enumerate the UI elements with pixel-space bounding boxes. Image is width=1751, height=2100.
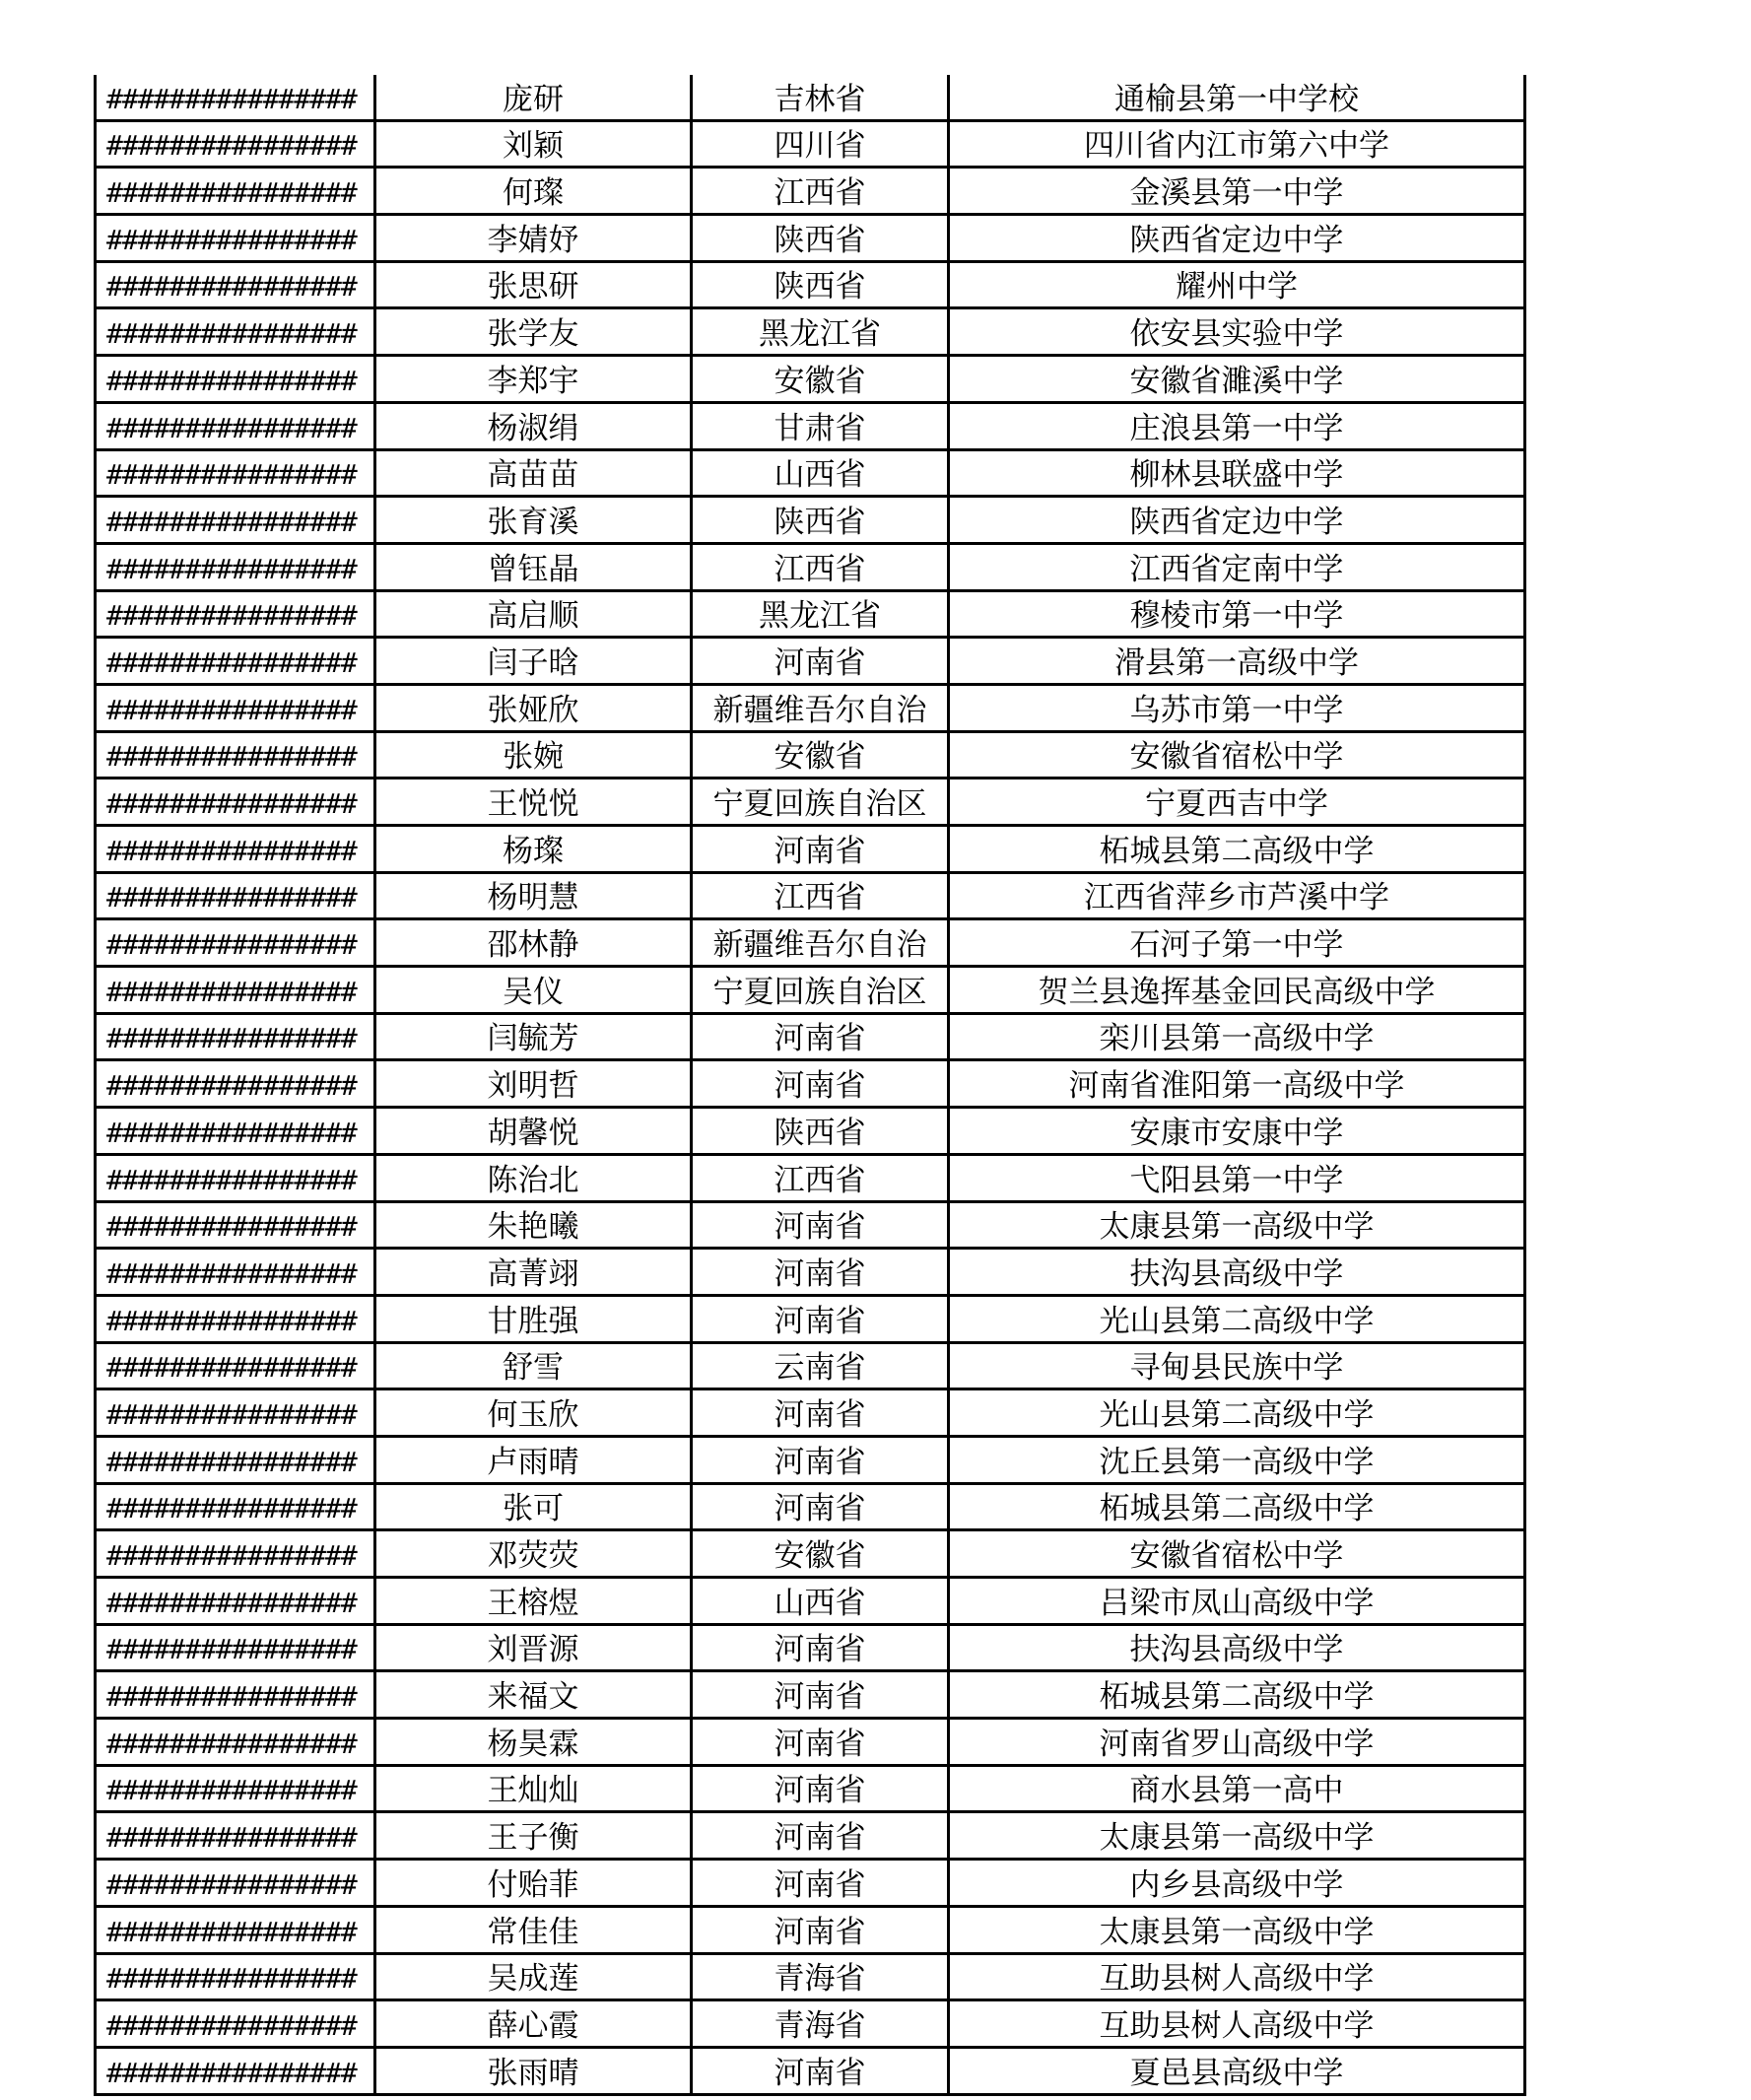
school-cell: 吕梁市凤山高级中学 [949,1578,1525,1625]
roster-table [94,75,1526,2096]
school-cell: 柘城县第二高级中学 [949,1483,1525,1530]
name-cell: 张婉 [375,731,692,779]
name-cell: 吴成莲 [375,1953,692,2000]
id-cell: ################ [96,120,375,168]
province-cell: 江西省 [692,543,949,590]
name-cell: 王子衡 [375,1812,692,1860]
school-cell: 扶沟县高级中学 [949,1624,1525,1671]
province-cell: 河南省 [692,1436,949,1483]
table-row [96,120,1525,168]
school-cell: 穆棱市第一中学 [949,590,1525,638]
province-cell: 河南省 [692,1765,949,1812]
table-row [96,1530,1525,1578]
province-cell: 陕西省 [692,261,949,308]
name-cell: 庞研 [375,75,692,120]
province-cell: 河南省 [692,638,949,685]
name-cell: 常佳佳 [375,1906,692,1953]
school-cell: 夏邑县高级中学 [949,2047,1525,2094]
name-cell: 闫毓芳 [375,1013,692,1060]
province-cell: 黑龙江省 [692,590,949,638]
name-cell: 何玉欣 [375,1389,692,1437]
province-cell: 河南省 [692,1389,949,1437]
table-row [96,919,1525,967]
school-cell: 石河子第一中学 [949,919,1525,967]
school-cell: 宁夏西吉中学 [949,779,1525,826]
name-cell: 李郑宇 [375,356,692,403]
province-cell: 安徽省 [692,356,949,403]
table-row [96,779,1525,826]
name-cell: 刘明哲 [375,1060,692,1108]
school-cell: 扶沟县高级中学 [949,1249,1525,1296]
name-cell: 来福文 [375,1671,692,1719]
name-cell: 张雨晴 [375,2047,692,2094]
name-cell: 胡馨悦 [375,1108,692,1155]
name-cell: 张学友 [375,308,692,356]
province-cell: 江西省 [692,168,949,215]
name-cell: 甘胜强 [375,1295,692,1342]
table-row [96,967,1525,1014]
id-cell: ################ [96,2047,375,2094]
table-row [96,1060,1525,1108]
name-cell: 高菁翊 [375,1249,692,1296]
id-cell: ################ [96,1719,375,1766]
school-cell: 贺兰县逸挥基金回民高级中学 [949,967,1525,1014]
table-row [96,75,1525,120]
name-cell: 高苗苗 [375,449,692,497]
id-cell: ################ [96,638,375,685]
table-row [96,1483,1525,1530]
name-cell: 张思研 [375,261,692,308]
school-cell: 依安县实验中学 [949,308,1525,356]
id-cell: ################ [96,1108,375,1155]
school-cell: 陕西省定边中学 [949,497,1525,544]
school-cell: 柘城县第二高级中学 [949,1671,1525,1719]
id-cell: ################ [96,1671,375,1719]
table-row [96,1578,1525,1625]
school-cell: 互助县树人高级中学 [949,2000,1525,2048]
table-row [96,826,1525,873]
province-cell: 新疆维吾尔自治 [692,684,949,731]
table-row [96,1765,1525,1812]
school-cell: 耀州中学 [949,261,1525,308]
name-cell: 刘颖 [375,120,692,168]
school-cell: 安康市安康中学 [949,1108,1525,1155]
table-row [96,1860,1525,1907]
table-row [96,1953,1525,2000]
table-row [96,684,1525,731]
id-cell: ################ [96,919,375,967]
province-cell: 陕西省 [692,215,949,262]
table-row [96,261,1525,308]
name-cell: 李婧妤 [375,215,692,262]
table-row [96,1154,1525,1201]
province-cell: 河南省 [692,1906,949,1953]
school-cell: 通榆县第一中学校 [949,75,1525,120]
province-cell: 陕西省 [692,497,949,544]
table-row [96,215,1525,262]
province-cell: 河南省 [692,1483,949,1530]
table-row [96,308,1525,356]
school-cell: 寻甸县民族中学 [949,1342,1525,1389]
name-cell: 曾钰晶 [375,543,692,590]
school-cell: 陕西省定边中学 [949,215,1525,262]
id-cell: ################ [96,543,375,590]
id-cell: ################ [96,590,375,638]
id-cell: ################ [96,1389,375,1437]
table-row [96,1249,1525,1296]
province-cell: 云南省 [692,1342,949,1389]
table-row [96,168,1525,215]
table-row [96,1295,1525,1342]
name-cell: 杨淑绢 [375,402,692,449]
id-cell: ################ [96,356,375,403]
id-cell: ################ [96,1860,375,1907]
table-row [96,2047,1525,2094]
table-row [96,497,1525,544]
province-cell: 青海省 [692,1953,949,2000]
id-cell: ################ [96,1483,375,1530]
school-cell: 江西省萍乡市芦溪中学 [949,872,1525,919]
name-cell: 杨璨 [375,826,692,873]
id-cell: ################ [96,826,375,873]
name-cell: 杨昊霖 [375,1719,692,1766]
province-cell: 河南省 [692,1249,949,1296]
school-cell: 栾川县第一高级中学 [949,1013,1525,1060]
id-cell: ################ [96,497,375,544]
id-cell: ################ [96,1154,375,1201]
table-row [96,1719,1525,1766]
school-cell: 光山县第二高级中学 [949,1389,1525,1437]
province-cell: 河南省 [692,1060,949,1108]
id-cell: ################ [96,1013,375,1060]
province-cell: 河南省 [692,1671,949,1719]
table-row [96,402,1525,449]
roster-table-body [96,75,1525,2094]
name-cell: 刘晋源 [375,1624,692,1671]
id-cell: ################ [96,967,375,1014]
school-cell: 弋阳县第一中学 [949,1154,1525,1201]
id-cell: ################ [96,1436,375,1483]
table-row [96,638,1525,685]
province-cell: 河南省 [692,1013,949,1060]
name-cell: 薛心霞 [375,2000,692,2048]
province-cell: 山西省 [692,1578,949,1625]
id-cell: ################ [96,1295,375,1342]
school-cell: 互助县树人高级中学 [949,1953,1525,2000]
school-cell: 河南省罗山高级中学 [949,1719,1525,1766]
name-cell: 张娅欣 [375,684,692,731]
province-cell: 安徽省 [692,731,949,779]
province-cell: 河南省 [692,2047,949,2094]
table-row [96,356,1525,403]
name-cell: 付贻菲 [375,1860,692,1907]
id-cell: ################ [96,1765,375,1812]
province-cell: 河南省 [692,1624,949,1671]
province-cell: 河南省 [692,1201,949,1249]
name-cell: 邵林静 [375,919,692,967]
province-cell: 宁夏回族自治区 [692,967,949,1014]
table-row [96,1436,1525,1483]
province-cell: 河南省 [692,1860,949,1907]
id-cell: ################ [96,1060,375,1108]
school-cell: 乌苏市第一中学 [949,684,1525,731]
province-cell: 河南省 [692,1812,949,1860]
school-cell: 庄浪县第一中学 [949,402,1525,449]
id-cell: ################ [96,1249,375,1296]
name-cell: 高启顺 [375,590,692,638]
id-cell: ################ [96,872,375,919]
province-cell: 宁夏回族自治区 [692,779,949,826]
province-cell: 四川省 [692,120,949,168]
school-cell: 河南省淮阳第一高级中学 [949,1060,1525,1108]
school-cell: 四川省内江市第六中学 [949,120,1525,168]
id-cell: ################ [96,1530,375,1578]
id-cell: ################ [96,779,375,826]
province-cell: 新疆维吾尔自治 [692,919,949,967]
id-cell: ################ [96,1812,375,1860]
id-cell: ################ [96,1953,375,2000]
name-cell: 吴仪 [375,967,692,1014]
id-cell: ################ [96,1578,375,1625]
table-row [96,449,1525,497]
name-cell: 闫子晗 [375,638,692,685]
name-cell: 张育溪 [375,497,692,544]
province-cell: 陕西省 [692,1108,949,1155]
school-cell: 江西省定南中学 [949,543,1525,590]
table-row [96,1389,1525,1437]
school-cell: 柳林县联盛中学 [949,449,1525,497]
name-cell: 朱艳曦 [375,1201,692,1249]
id-cell: ################ [96,261,375,308]
id-cell: ################ [96,2000,375,2048]
id-cell: ################ [96,684,375,731]
school-cell: 内乡县高级中学 [949,1860,1525,1907]
table-row [96,1201,1525,1249]
name-cell: 舒雪 [375,1342,692,1389]
id-cell: ################ [96,1342,375,1389]
school-cell: 安徽省濉溪中学 [949,356,1525,403]
province-cell: 山西省 [692,449,949,497]
name-cell: 何璨 [375,168,692,215]
school-cell: 柘城县第二高级中学 [949,826,1525,873]
province-cell: 河南省 [692,826,949,873]
province-cell: 河南省 [692,1719,949,1766]
province-cell: 黑龙江省 [692,308,949,356]
school-cell: 沈丘县第一高级中学 [949,1436,1525,1483]
id-cell: ################ [96,402,375,449]
id-cell: ################ [96,1906,375,1953]
school-cell: 金溪县第一中学 [949,168,1525,215]
table-row [96,872,1525,919]
id-cell: ################ [96,75,375,120]
table-row [96,1906,1525,1953]
name-cell: 邓荧荧 [375,1530,692,1578]
name-cell: 张可 [375,1483,692,1530]
name-cell: 杨明慧 [375,872,692,919]
name-cell: 王榕煜 [375,1578,692,1625]
school-cell: 太康县第一高级中学 [949,1201,1525,1249]
id-cell: ################ [96,215,375,262]
table-row [96,1624,1525,1671]
school-cell: 商水县第一高中 [949,1765,1525,1812]
school-cell: 太康县第一高级中学 [949,1812,1525,1860]
id-cell: ################ [96,731,375,779]
name-cell: 陈治北 [375,1154,692,1201]
id-cell: ################ [96,168,375,215]
id-cell: ################ [96,449,375,497]
name-cell: 王灿灿 [375,1765,692,1812]
province-cell: 河南省 [692,1295,949,1342]
table-row [96,1108,1525,1155]
school-cell: 安徽省宿松中学 [949,731,1525,779]
province-cell: 甘肃省 [692,402,949,449]
table-row [96,2000,1525,2048]
school-cell: 光山县第二高级中学 [949,1295,1525,1342]
school-cell: 滑县第一高级中学 [949,638,1525,685]
id-cell: ################ [96,308,375,356]
name-cell: 王悦悦 [375,779,692,826]
id-cell: ################ [96,1201,375,1249]
province-cell: 青海省 [692,2000,949,2048]
name-cell: 卢雨晴 [375,1436,692,1483]
table-row [96,590,1525,638]
table-row [96,731,1525,779]
table-row [96,1013,1525,1060]
table-row [96,1671,1525,1719]
id-cell: ################ [96,1624,375,1671]
province-cell: 江西省 [692,1154,949,1201]
table-row [96,1812,1525,1860]
province-cell: 江西省 [692,872,949,919]
school-cell: 太康县第一高级中学 [949,1906,1525,1953]
province-cell: 安徽省 [692,1530,949,1578]
school-cell: 安徽省宿松中学 [949,1530,1525,1578]
table-row [96,543,1525,590]
table-row [96,1342,1525,1389]
province-cell: 吉林省 [692,75,949,120]
